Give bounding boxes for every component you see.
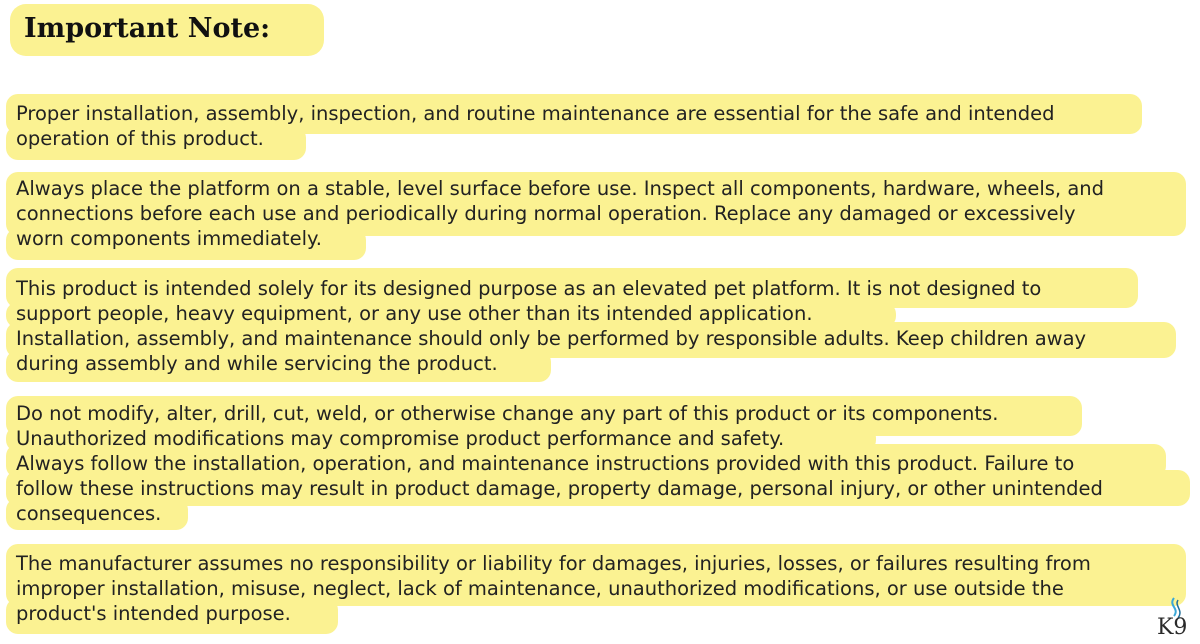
paragraph-5-line-1: The manufacturer assumes no responsibility or liability for damages, injuries, losses, or failures resulting from (16, 552, 1091, 575)
paragraph-4-line-2: Unauthorized modifications may compromise product performance and safety. (16, 427, 785, 450)
paragraph-3-line-1: This product is intended solely for its designed purpose as an elevated pet platform. It is not designed to (16, 277, 1042, 300)
paragraph-2-line-1: Always place the platform on a stable, level surface before use. Inspect all components, hardware, wheels, and (16, 177, 1105, 200)
paragraph-2-line-2: connections before each use and periodically during normal operation. Replace any damaged or excessively (16, 202, 1076, 225)
page-title: Important Note: (24, 13, 271, 44)
paragraph-1-line-2: operation of this product. (16, 127, 264, 150)
k9-logo-icon (1154, 596, 1198, 640)
paragraph-4-line-1: Do not modify, alter, drill, cut, weld, or otherwise change any part of this product or its components. (16, 402, 999, 425)
paragraph-4-line-3: Always follow the installation, operation, and maintenance instructions provided with this product. Failure to (16, 452, 1075, 475)
paragraph-4-line-4: follow these instructions may result in product damage, property damage, personal injury, or other unintended (16, 477, 1103, 500)
paragraph-3-line-3: Installation, assembly, and maintenance should only be performed by responsible adults. Keep children away (16, 327, 1087, 350)
paragraph-5-line-3: product's intended purpose. (16, 602, 291, 625)
paragraph-4-line-5: consequences. (16, 502, 162, 525)
logo-text: K9 (1157, 615, 1188, 640)
paragraph-3-line-2: support people, heavy equipment, or any use other than its intended application. (16, 302, 813, 325)
paragraph-1-line-1: Proper installation, assembly, inspection, and routine maintenance are essential for the safe and intended (16, 102, 1055, 125)
paragraph-5-line-2: improper installation, misuse, neglect, lack of maintenance, unauthorized modifications, or use outside the (16, 577, 1064, 600)
paragraph-3-line-4: during assembly and while servicing the product. (16, 352, 498, 375)
paragraph-2-line-3: worn components immediately. (16, 227, 322, 250)
